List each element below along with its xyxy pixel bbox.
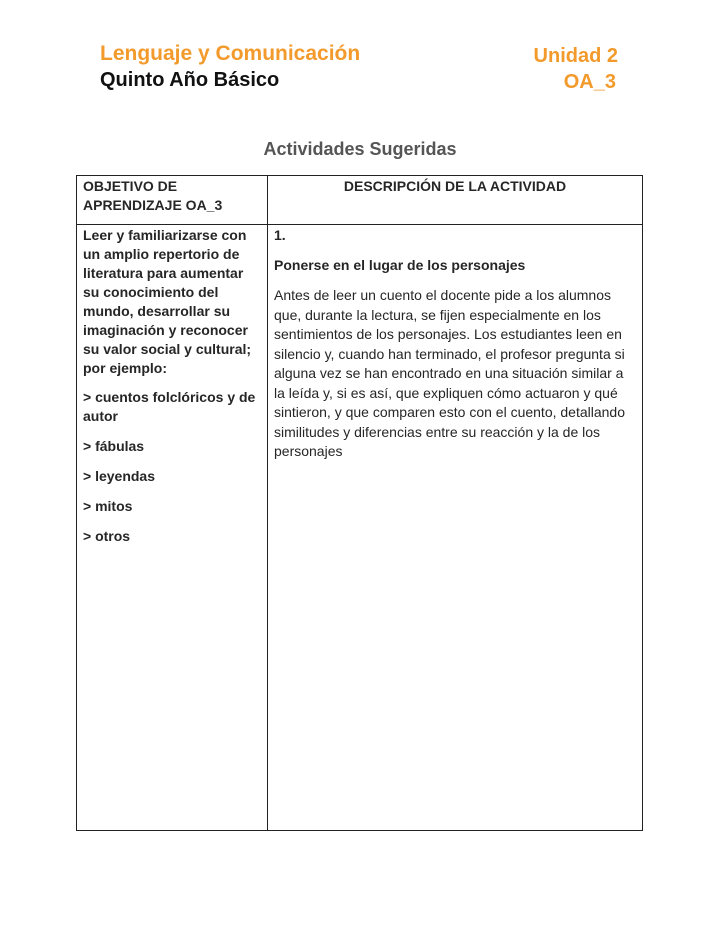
list-item: > leyendas — [83, 468, 155, 484]
objective-text: Leer y familiarizarse con un amplio repertorio de literatura para aumentar su conocimiento del mundo, desarrollar su imaginación y reconocer su valor social y cultural; por ejemplo: — [83, 227, 252, 376]
list-item: > fábulas — [83, 438, 145, 454]
activity-number: 1. — [274, 227, 286, 243]
oa-label: OA_3 — [563, 71, 616, 93]
header-description: DESCRIPCIÓN DE LA ACTIVIDAD — [343, 178, 567, 194]
list-item: > mitos — [83, 498, 133, 514]
section-title: Actividades Sugeridas — [263, 139, 457, 159]
description-cell — [268, 225, 642, 463]
activity-description: Antes de leer un cuento el docente pide a los alumnos que, durante la lectura, se fijen especialmente en los sentimientos de los personajes. Los estudiantes leen en silencio y, cuando han terminado, el profesor pregunta si alguna vez se han encontrado en una situación similar a la leída y, si es así, que expliquen cómo actuaron y qué sintieron, y que comparen esto con el cuento, detallando similitudes y diferencias entre su reacción y la de los personajes — [274, 287, 626, 459]
unit-label: Unidad 2 — [533, 45, 618, 67]
list-item: > cuentos folclóricos y de autor — [83, 389, 256, 424]
list-item: > otros — [83, 528, 131, 544]
course-level: Quinto Año Básico — [100, 69, 280, 91]
page-header — [100, 42, 620, 102]
objective-list — [83, 388, 261, 546]
objective-cell — [77, 225, 267, 558]
subject-title: Lenguaje y Comunicación — [100, 42, 361, 65]
activity-table — [76, 175, 643, 831]
header-objective: OBJETIVO DE APRENDIZAJE OA_3 — [83, 178, 223, 213]
activity-title: Ponerse en el lugar de los personajes — [274, 257, 526, 273]
